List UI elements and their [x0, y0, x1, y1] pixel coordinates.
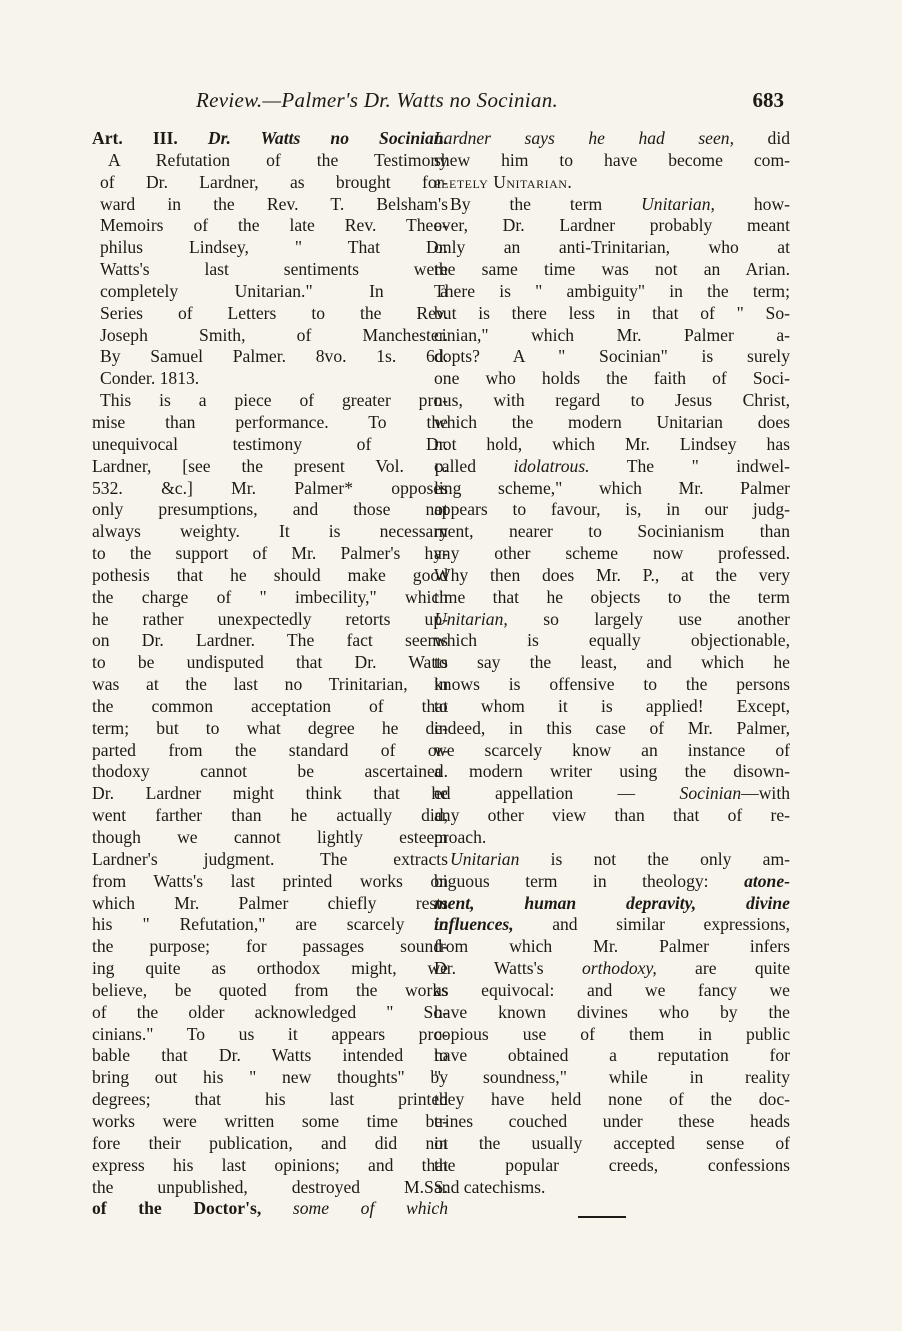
text-line: ever, Dr. Lardner probably meant	[434, 215, 790, 236]
text-line	[92, 1198, 448, 1220]
running-title: Review.—Palmer's Dr. Watts no Socinian.	[196, 88, 559, 112]
text-line: Series of Letters to the Rev.	[100, 302, 448, 323]
text-line: This is a piece of greater pro-	[100, 390, 448, 411]
text-line: his " Refutation," are scarcely to	[92, 914, 448, 935]
text-fragment-italic: orthodoxy,	[581, 958, 657, 979]
text-fragment: are quite	[656, 958, 790, 979]
text-line: proach.	[434, 827, 487, 847]
article-label: Art. III.	[92, 128, 178, 148]
text-fragment-italic: Unitarian,	[641, 193, 715, 214]
text-line	[434, 914, 790, 936]
text-line: By Samuel Palmer. 8vo. 1s. 6d.	[100, 346, 448, 367]
left-column	[92, 128, 448, 1220]
text-line: went farther than he actually did,	[92, 805, 448, 826]
text-line: on Dr. Lardner. The fact seems	[92, 630, 448, 651]
text-line: time that he objects to the term	[434, 586, 790, 607]
text-line: indeed, in this case of Mr. Palmer,	[434, 717, 790, 738]
text-line: knows is offensive to the persons	[434, 674, 790, 695]
text-line: they have held none of the doc-	[434, 1089, 790, 1110]
text-line	[434, 958, 790, 980]
page-number: 683	[752, 88, 784, 112]
text-fragment: called	[434, 455, 514, 476]
text-line: ment, nearer to Socinianism than	[434, 521, 790, 542]
text-line	[434, 893, 790, 915]
text-line: to say the least, and which he	[434, 652, 790, 673]
text-line: unequivocal testimony of Dr.	[92, 433, 448, 454]
text-line: term; but to what degree he de-	[92, 717, 448, 738]
text-line: to be undisputed that Dr. Watts	[92, 652, 448, 673]
article-heading	[92, 128, 448, 150]
text-fragment: —with	[741, 783, 790, 804]
text-fragment-italic: idolatrous.	[513, 455, 590, 476]
text-fragment: so largely use another	[507, 608, 790, 629]
text-line: the charge of " imbecility," which	[92, 586, 448, 607]
text-fragment: how-	[714, 193, 790, 214]
text-fragment: did	[767, 128, 790, 148]
text-line: of the older acknowledged " So-	[92, 1001, 448, 1022]
text-line: always weighty. It is necessary	[92, 521, 448, 542]
text-line: ward in the Rev. T. Belsham's	[100, 193, 448, 214]
text-line: cinians." To us it appears pro-	[92, 1023, 448, 1044]
text-fragment-italic: Unitarian	[450, 848, 520, 869]
text-line	[434, 849, 790, 871]
text-line: which the modern Unitarian does	[434, 411, 790, 432]
text-line: the purpose; for passages sound-	[92, 936, 448, 957]
text-fragment: of the Doctor's,	[92, 1198, 262, 1219]
text-fragment: and similar expressions,	[513, 914, 790, 935]
text-line: a modern writer using the disown-	[434, 761, 790, 782]
running-header	[196, 88, 784, 122]
text-line: fore their publication, and did not	[92, 1132, 448, 1153]
text-line: Lardner, [see the present Vol. p.	[92, 455, 448, 476]
text-line: but is there less in that of " So-	[434, 302, 790, 323]
text-line: copious use of them in public	[434, 1023, 790, 1044]
text-line: not hold, which Mr. Lindsey has	[434, 433, 790, 454]
text-line: ling scheme," which Mr. Palmer	[434, 477, 790, 498]
text-line: the popular creeds, confessions	[434, 1154, 790, 1175]
text-line: " soundness," while in reality	[434, 1067, 790, 1088]
text-line: mise than performance. To the	[92, 411, 448, 432]
text-line: any other scheme now professed.	[434, 543, 790, 564]
text-line: nus, with regard to Jesus Christ,	[434, 390, 790, 411]
text-line: Dr. Lardner might think that he	[92, 783, 448, 804]
text-line: we scarcely know an instance of	[434, 739, 790, 760]
text-fragment: biguous term in theology:	[434, 870, 745, 891]
text-line: degrees; that his last printed	[92, 1089, 448, 1110]
text-fragment-italic: ment, human depravity, divine	[434, 892, 790, 913]
text-line: parted from the standard of or-	[92, 739, 448, 760]
text-line: from Watts's last printed works on	[92, 870, 448, 891]
text-line: completely Unitarian." In a	[100, 280, 448, 301]
right-column	[434, 128, 790, 1198]
text-line: only an anti-Trinitarian, who at	[434, 237, 790, 258]
text-fragment: Dr. Watts's	[434, 958, 582, 979]
text-line: from which Mr. Palmer infers	[434, 936, 790, 957]
text-line: trines couched under these heads	[434, 1110, 790, 1131]
text-line: to the support of Mr. Palmer's hy-	[92, 543, 448, 564]
text-line: cinian," which Mr. Palmer a-	[434, 324, 790, 345]
text-line: in the usually accepted sense of	[434, 1132, 790, 1153]
text-line: have obtained a reputation for	[434, 1045, 790, 1066]
text-line: works were written some time be-	[92, 1110, 448, 1131]
text-fragment: By the term	[450, 193, 642, 214]
text-line: believe, be quoted from the works	[92, 979, 448, 1000]
text-line: the unpublished, destroyed M.SS.	[92, 1176, 448, 1197]
text-line: express his last opinions; and that	[92, 1154, 448, 1175]
text-fragment-italic: Lardner says he had seen,	[434, 128, 734, 148]
text-line: the common acceptation of that	[92, 695, 448, 716]
text-line: ing quite as orthodox might, we	[92, 958, 448, 979]
text-line	[434, 783, 790, 805]
text-line: shew him to have become com-	[434, 149, 790, 170]
text-line: appears to favour, is, in our judg-	[434, 499, 790, 520]
text-fragment: ed appellation —	[434, 783, 680, 804]
text-line: Lardner's judgment. The extracts	[92, 848, 448, 869]
text-fragment-smallcaps: pletely Unitarian.	[434, 171, 573, 192]
text-line: which Mr. Palmer chiefly rests	[92, 892, 448, 913]
text-line	[434, 172, 790, 194]
section-end-rule	[578, 1216, 626, 1218]
article-title: Dr. Watts no Socinian.	[207, 128, 448, 148]
text-line: philus Lindsey, " That Dr.	[100, 237, 448, 258]
text-line	[434, 194, 790, 216]
text-line: have known divines who by the	[434, 1001, 790, 1022]
text-fragment: is not the only am-	[519, 848, 790, 869]
text-line	[434, 128, 790, 150]
text-line: to whom it is applied! Except,	[434, 695, 790, 716]
text-line: which is equally objectionable,	[434, 630, 790, 651]
text-line: A Refutation of the Testimony	[108, 149, 448, 170]
text-line: only presumptions, and those not	[92, 499, 448, 520]
text-line: any other view than that of re-	[434, 805, 790, 826]
text-line: and catechisms.	[434, 1176, 546, 1197]
text-line: thodoxy cannot be ascertained.	[92, 761, 448, 782]
text-line: Why then does Mr. P., at the very	[434, 564, 790, 585]
text-fragment-italic: Unitarian,	[434, 608, 508, 629]
text-line: as equivocal: and we fancy we	[434, 979, 790, 1000]
text-line: was at the last no Trinitarian, in	[92, 674, 448, 695]
text-line: of Dr. Lardner, as brought for-	[100, 171, 448, 192]
text-line	[434, 456, 790, 478]
text-line: he rather unexpectedly retorts up-	[92, 608, 448, 629]
text-line: bable that Dr. Watts intended to	[92, 1045, 448, 1066]
text-line: 532. &c.] Mr. Palmer* opposes	[92, 477, 448, 498]
text-line	[434, 609, 790, 631]
text-line: Memoirs of the late Rev. Theo-	[100, 215, 448, 236]
text-line: dopts? A " Socinian" is surely	[434, 346, 790, 367]
text-line: There is " ambiguity" in the term;	[434, 280, 790, 301]
text-line: Joseph Smith, of Manchester.	[100, 324, 448, 345]
text-line	[434, 871, 790, 893]
text-fragment-italic: some of which	[292, 1198, 448, 1219]
text-fragment-italic: influences,	[434, 914, 514, 935]
text-line: one who holds the faith of Soci-	[434, 368, 790, 389]
text-line: Watts's last sentiments were	[100, 259, 448, 280]
text-line: pothesis that he should make good	[92, 564, 448, 585]
text-line: bring out his " new thoughts" by	[92, 1067, 448, 1088]
text-line: Conder. 1813.	[100, 368, 200, 389]
text-line: the same time was not an Arian.	[434, 259, 790, 280]
text-fragment-italic: atone-	[744, 870, 790, 891]
text-fragment: The " indwel-	[589, 455, 790, 476]
text-line: though we cannot lightly esteem	[92, 827, 448, 847]
text-fragment-italic: Socinian	[679, 783, 742, 804]
